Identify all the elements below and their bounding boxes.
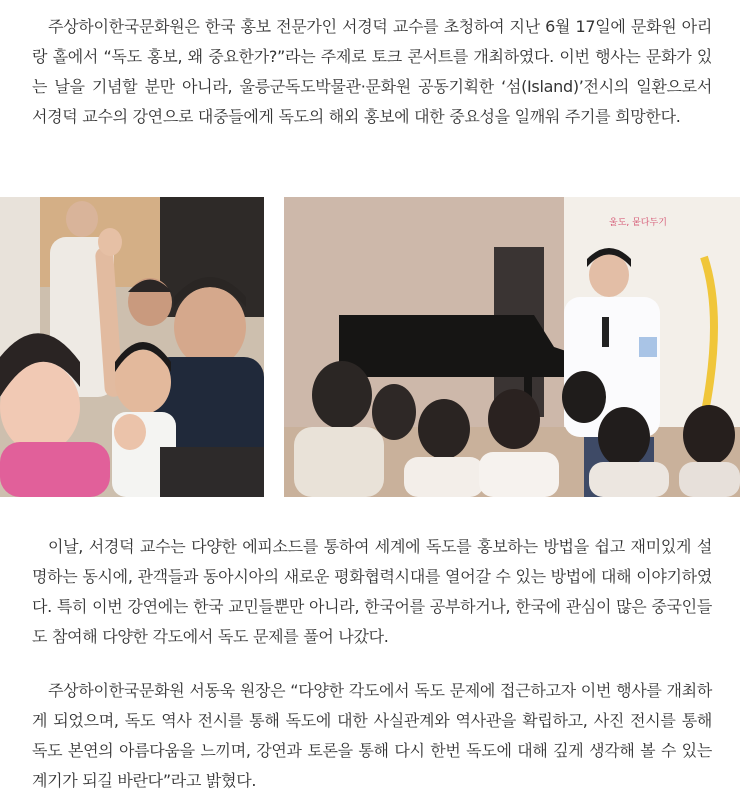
audience-photo — [0, 197, 264, 497]
speaker-photo-illustration — [284, 197, 740, 497]
article-paragraph-3: 주상하이한국문화원 서동욱 원장은 “다양한 각도에서 독도 문제에 접근하고자 이번 행사를 개최하게 되었으며, 독도 역사 전시를 통해 독도에 대한 사실관계와 역사관을 확립하고, 사진 전시를 통해 독도 본연의 아름다움을 느끼며, 강연과 토론을 통해 다시 한번 독도에 대해 깊게 생각해 볼 수 있는 계기가 되길 바란다”라고 밝혔다. — [32, 681, 712, 790]
article-paragraph-1: 주상하이한국문화원은 한국 홍보 전문가인 서경덕 교수를 초청하여 지난 6월 17일에 문화원 아리랑 홀에서 “독도 홍보, 왜 중요한가?”라는 주제로 토크 콘서트를 개최하였다. 이번 행사는 문화가 있는 날을 기념할 분만 아니라, 울릉군독도박물관·문화원 공동기획한 ‘섬(Island)’전시의 일환으로서 서경덕 교수의 강연으로 대중들에게 독도의 해외 홍보에 대한 중요성을 일깨워 주기를 희망한다. — [32, 17, 712, 126]
audience-photo-illustration — [0, 197, 264, 497]
speaker-photo — [284, 197, 740, 497]
article-paragraph-2: 이날, 서경덕 교수는 다양한 에피소드를 통하여 세계에 독도를 홍보하는 방법을 쉽고 재미있게 설명하는 동시에, 관객들과 동아시아의 새로운 평화협력시대를 열어갈 수 있는 방법에 대해 이야기하였다. 특히 이번 강연에는 한국 교민들뿐만 아니라, 한국어를 공부하거나, 한국에 관심이 많은 중국인들도 참여해 다양한 각도에서 독도 문제를 풀어 나갔다. — [32, 537, 712, 646]
banner-text: 울도, 뭍다두기 — [609, 218, 667, 228]
